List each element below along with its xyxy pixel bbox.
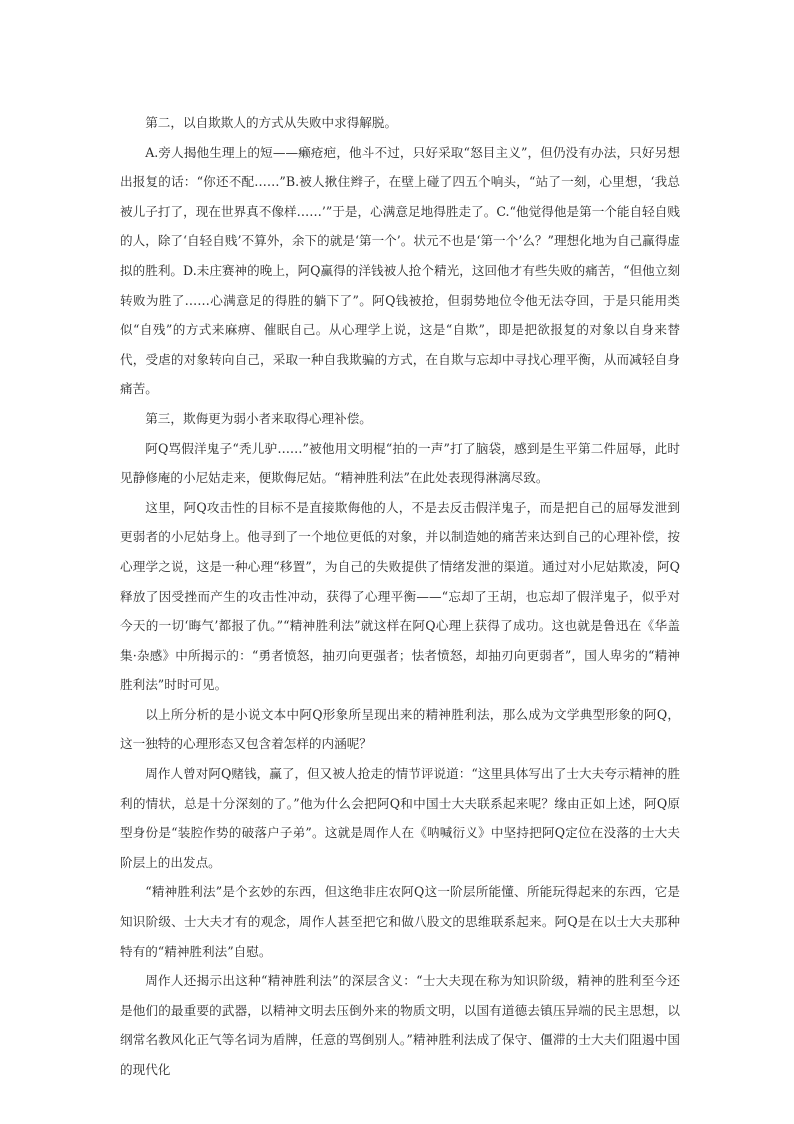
paragraph-displacement: 这里，阿Q攻击性的目标不是直接欺侮他的人，不是去反击假洋鬼子，而是把自己的屈辱发泄到更弱者的小尼姑身上。他寻到了一个地位更低的对象，并以制造她的痛苦来达到自己的心理补偿，按心理学之说，这是一种心理“移置”，为自己的失败提供了情绪发泄的渠道。通过对小尼姑欺凌，阿Q释放了因受挫而产生的攻击性冲动，获得了心理平衡——“忘却了王胡，也忘却了假洋鬼子，似乎对今天的一切‘晦气’都报了仇。”“精神胜利法”就这样在阿Q心理上获得了成功。这也就是鲁迅在《华盖集·杂感》中所揭示的：“勇者愤怒，抽刃向更强者；怯者愤怒，却抽刃向更弱者”，国人卑劣的“精神胜利法”时时可见。 [120, 499, 680, 693]
paragraph-third-point: 第三，欺侮更为弱小者来取得心理补偿。 [145, 410, 372, 426]
paragraph-fake-foreign-devil: 阿Q骂假洋鬼子“秃儿驴……”被他用文明棍“拍的一声”打了脑袋，感到是生平第二件屈辱，此时见静修庵的小尼姑走来，便欺侮尼姑。“精神胜利法”在此处表现得淋漓尽致。 [120, 440, 680, 486]
paragraph-zhou-zuoren: 周作人曾对阿Q赌钱，赢了，但又被人抢走的情节评说道：“这里具体写出了士大夫夸示精神的胜利的情状，总是十分深刻的了。”他为什么会把阿Q和中国士大夫联系起来呢？缘由正如上述，阿Q原型身份是“装腔作势的破落户子弟”。这就是周作人在《呐喊衍义》中坚持把阿Q定位在没落的士大夫阶层上的出发点。 [120, 766, 680, 870]
paragraph-third-point-intro: 第二，以自欺欺人的方式从失败中求得解脱。 [145, 115, 398, 130]
paragraph-spiritual-victory: “精神胜利法”是个玄妙的东西，但这绝非庄农阿Q这一阶层所能懂、所能玩得起来的东西，它是知识阶级、士大夫才有的观念，周作人甚至把它和做八股文的思维联系起来。阿Q是在以士大夫那种特有的“精神胜利法”自慰。 [120, 884, 680, 959]
paragraph-question: 以上所分析的是小说文本中阿Q形象所呈现出来的精神胜利法，那么成为文学典型形象的阿Q，这一独特的心理形态又包含着怎样的内涵呢？ [120, 706, 680, 752]
paragraph-examples-abcd: A.旁人揭他生理上的短——癞疮疤，他斗不过，只好采取“怒目主义”，但仍没有办法，只好另想出报复的话：“你还不配……”B.被人揪住辫子，在壁上碰了四五个响头，“站了一刻，心里想，‘我总被儿子打了，现在世界真不像样……’”于是，心满意足地得胜走了。C.“他觉得他是第一个能自轻自贱的人，除了‘自轻自贱’不算外，余下的就是‘第一个’。状元不也是‘第一个’么？”理想化地为自己赢得虚拟的胜利。D.未庄赛神的晚上，阿Q赢得的洋钱被人抢个精光，这回他才有些失败的痛苦，“但他立刻转败为胜了……心满意足的得胜的躺下了”。阿Q钱被抢，但弱势地位令他无法夺回，于是只能用类似“自残”的方式来麻痹、催眠自己。从心理学上说，这是“自欺”，即是把欲报复的对象以自身来替代，受虐的对象转向自己，采取一种自我欺骗的方式，在自欺与忘却中寻找心理平衡，从而减轻自身痛苦。 [120, 144, 680, 397]
article-body [120, 108, 680, 1085]
paragraph-deep-meaning: 周作人还揭示出这种“精神胜利法”的深层含义：“士大夫现在称为知识阶级，精神的胜利至今还是他们的最重要的武器，以精神文明去压倒外来的物质文明，以国有道德去镇压异端的民主思想，以纲常名教风化正气等名词为盾牌，任意的骂倒别人。”精神胜利法成了保守、僵滞的士大夫们阻遏中国的现代化 [120, 973, 680, 1077]
